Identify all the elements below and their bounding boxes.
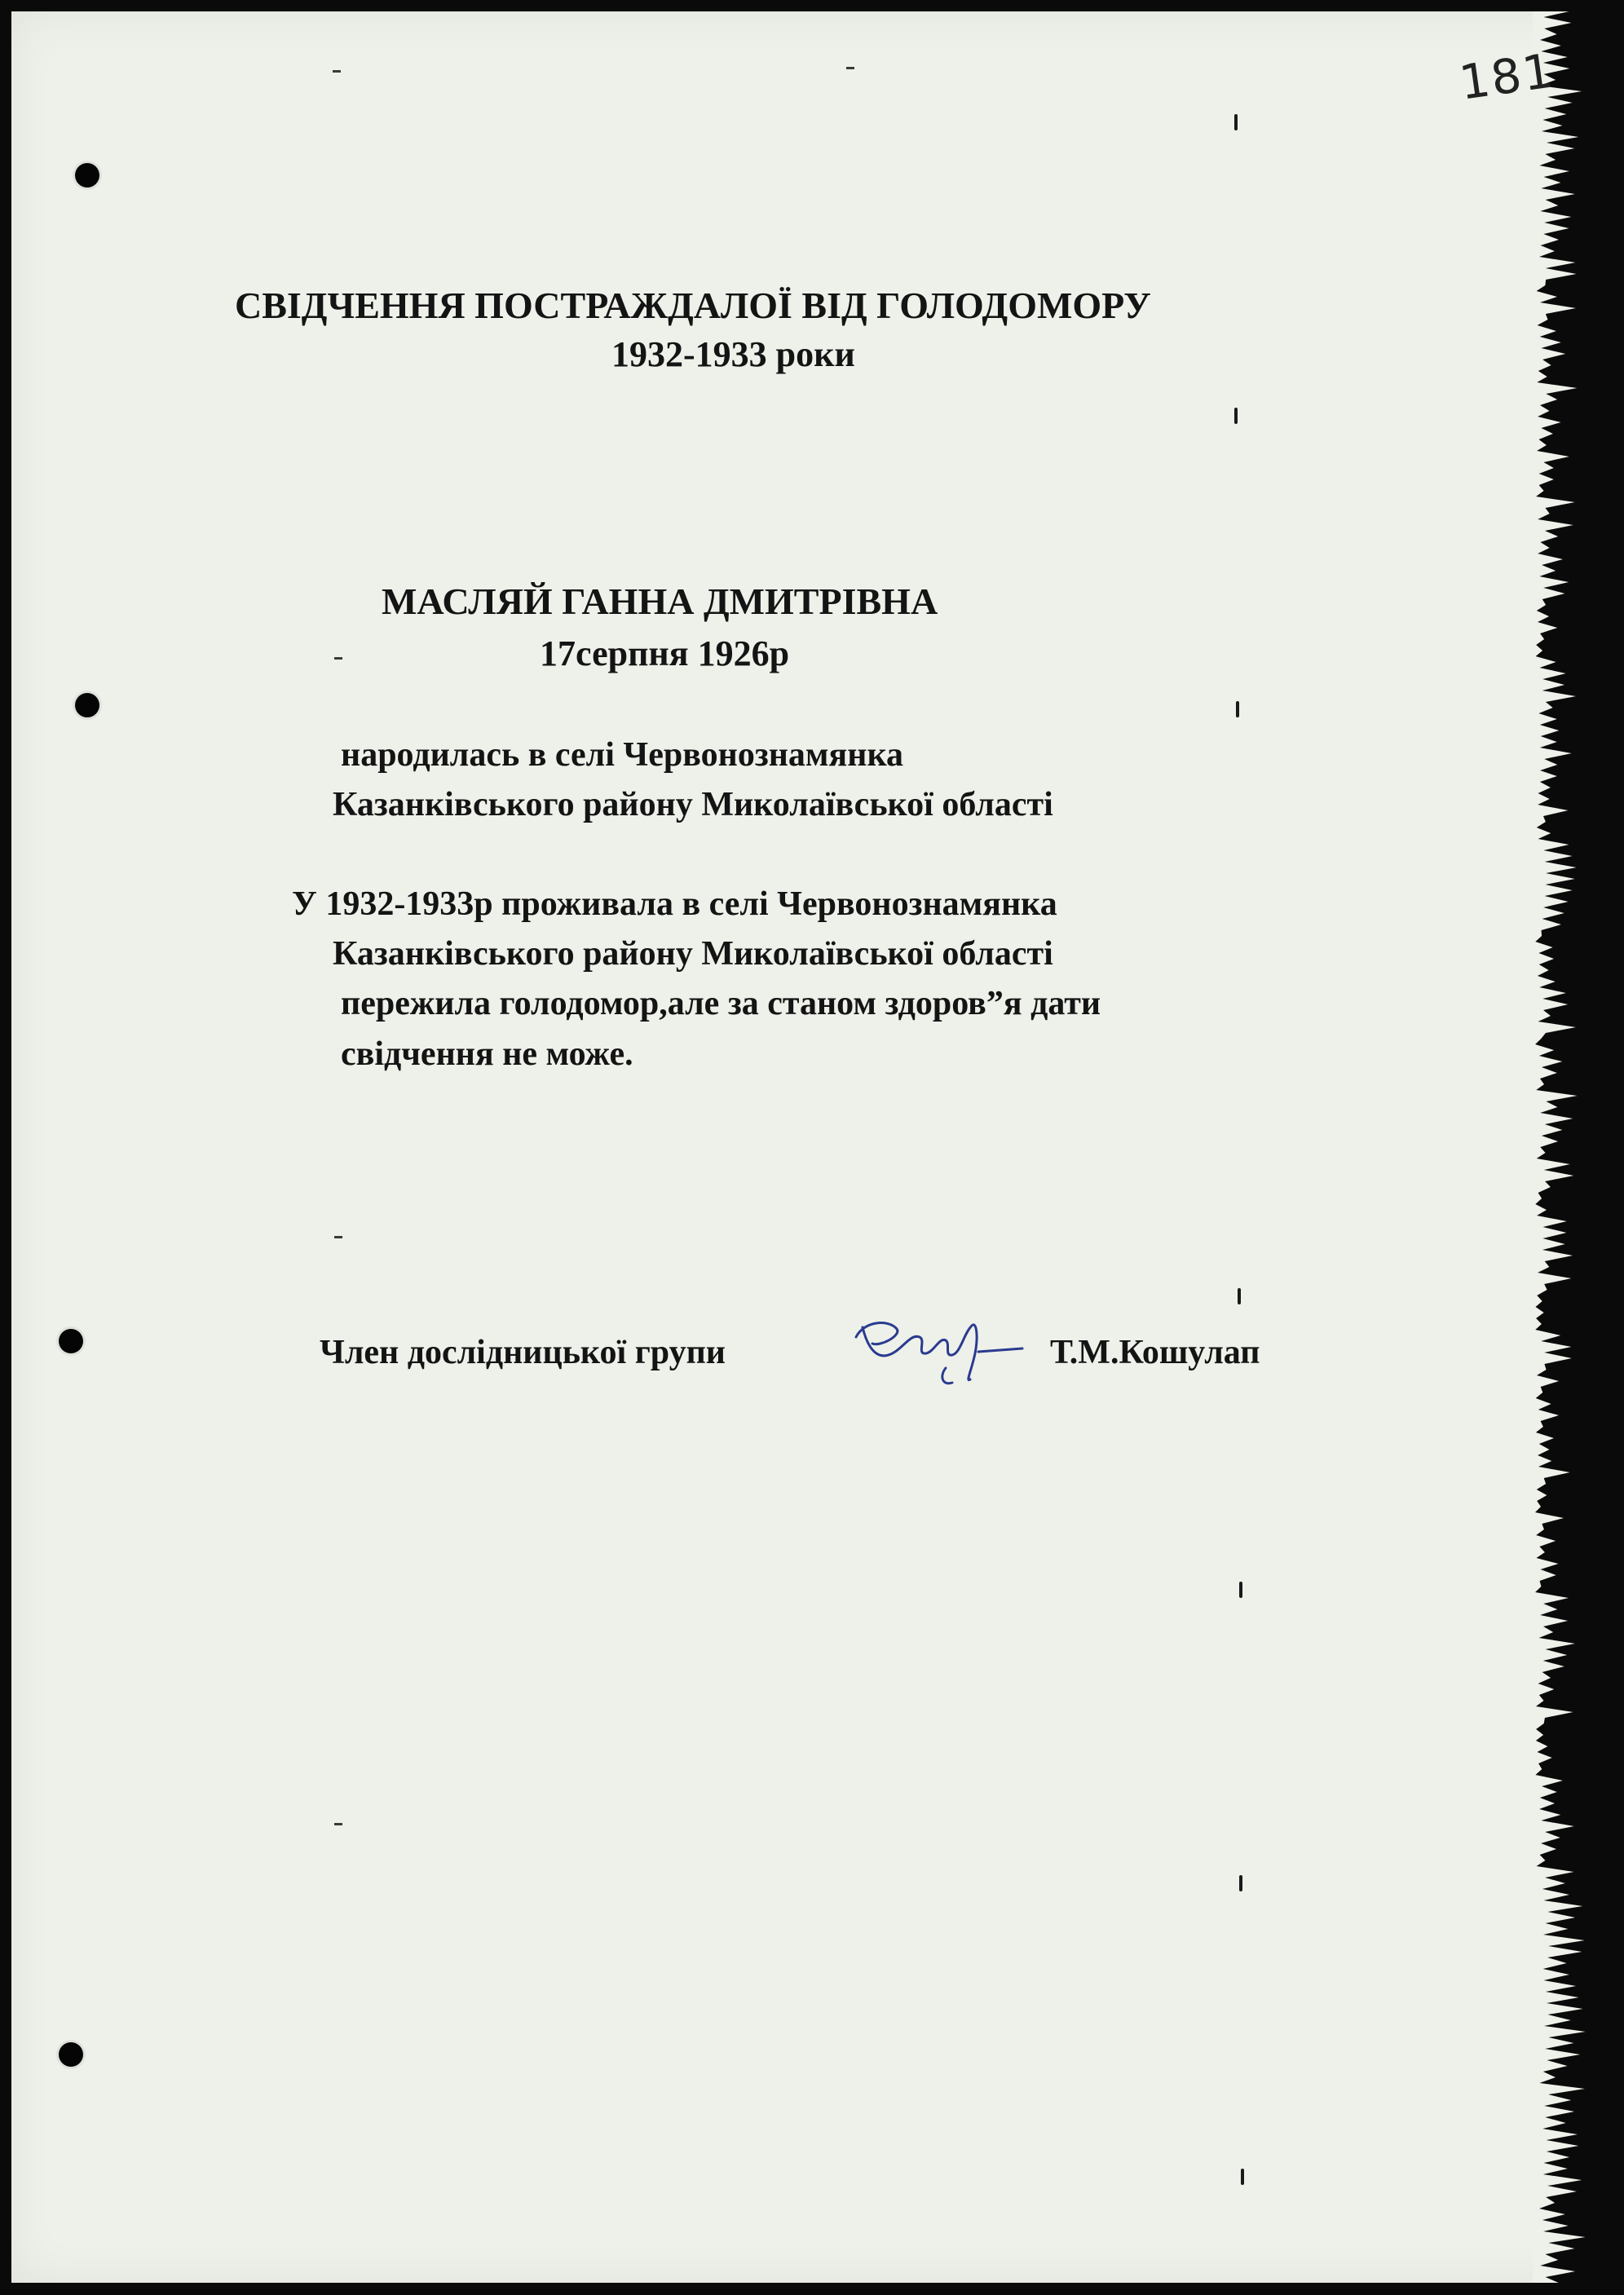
punch-hole	[75, 163, 99, 188]
scan-mark	[1241, 2169, 1244, 2185]
person-name: МАСЛЯЙ ГАННА ДМИТРІВНА	[382, 580, 938, 622]
handwritten-signature	[848, 1304, 1035, 1394]
punch-hole	[59, 2042, 83, 2067]
document-title: СВІДЧЕННЯ ПОСТРАЖДАЛОЇ ВІД ГОЛОДОМОРУ	[235, 285, 1151, 326]
scan-mark	[1234, 408, 1238, 424]
page-number-mark: 181	[1455, 42, 1558, 111]
residence-line: Казанківського району Миколаївської області	[333, 935, 1053, 973]
scan-mark	[1234, 114, 1238, 130]
birth-date: 17серпня 1926р	[540, 633, 790, 673]
scan-mark	[333, 70, 341, 73]
document-title-years: 1932-1933 роки	[611, 334, 855, 374]
punch-hole	[75, 693, 99, 717]
scan-mark	[1238, 1288, 1241, 1304]
residence-line: У 1932-1933р проживала в селі Червонознамянка	[292, 885, 1057, 923]
scan-mark	[334, 1823, 342, 1825]
punch-hole	[59, 1329, 83, 1353]
residence-line: пережила голодомор,але за станом здоров”я дати	[341, 985, 1101, 1022]
signer-name: Т.М.Кошулап	[1050, 1334, 1260, 1371]
scan-mark	[334, 657, 342, 660]
signature-label: Член дослідницької групи	[320, 1334, 726, 1371]
scan-mark	[846, 67, 854, 69]
scan-mark	[1236, 701, 1239, 717]
scan-mark	[1239, 1875, 1242, 1891]
scan-mark	[1239, 1582, 1242, 1598]
birthplace-line: народилась в селі Червонознамянка	[341, 736, 904, 774]
scan-mark	[334, 1236, 342, 1238]
birthplace-line: Казанківського району Миколаївської області	[333, 786, 1053, 823]
residence-line: свідчення не може.	[341, 1035, 633, 1073]
torn-paper-edge	[1533, 11, 1624, 2283]
